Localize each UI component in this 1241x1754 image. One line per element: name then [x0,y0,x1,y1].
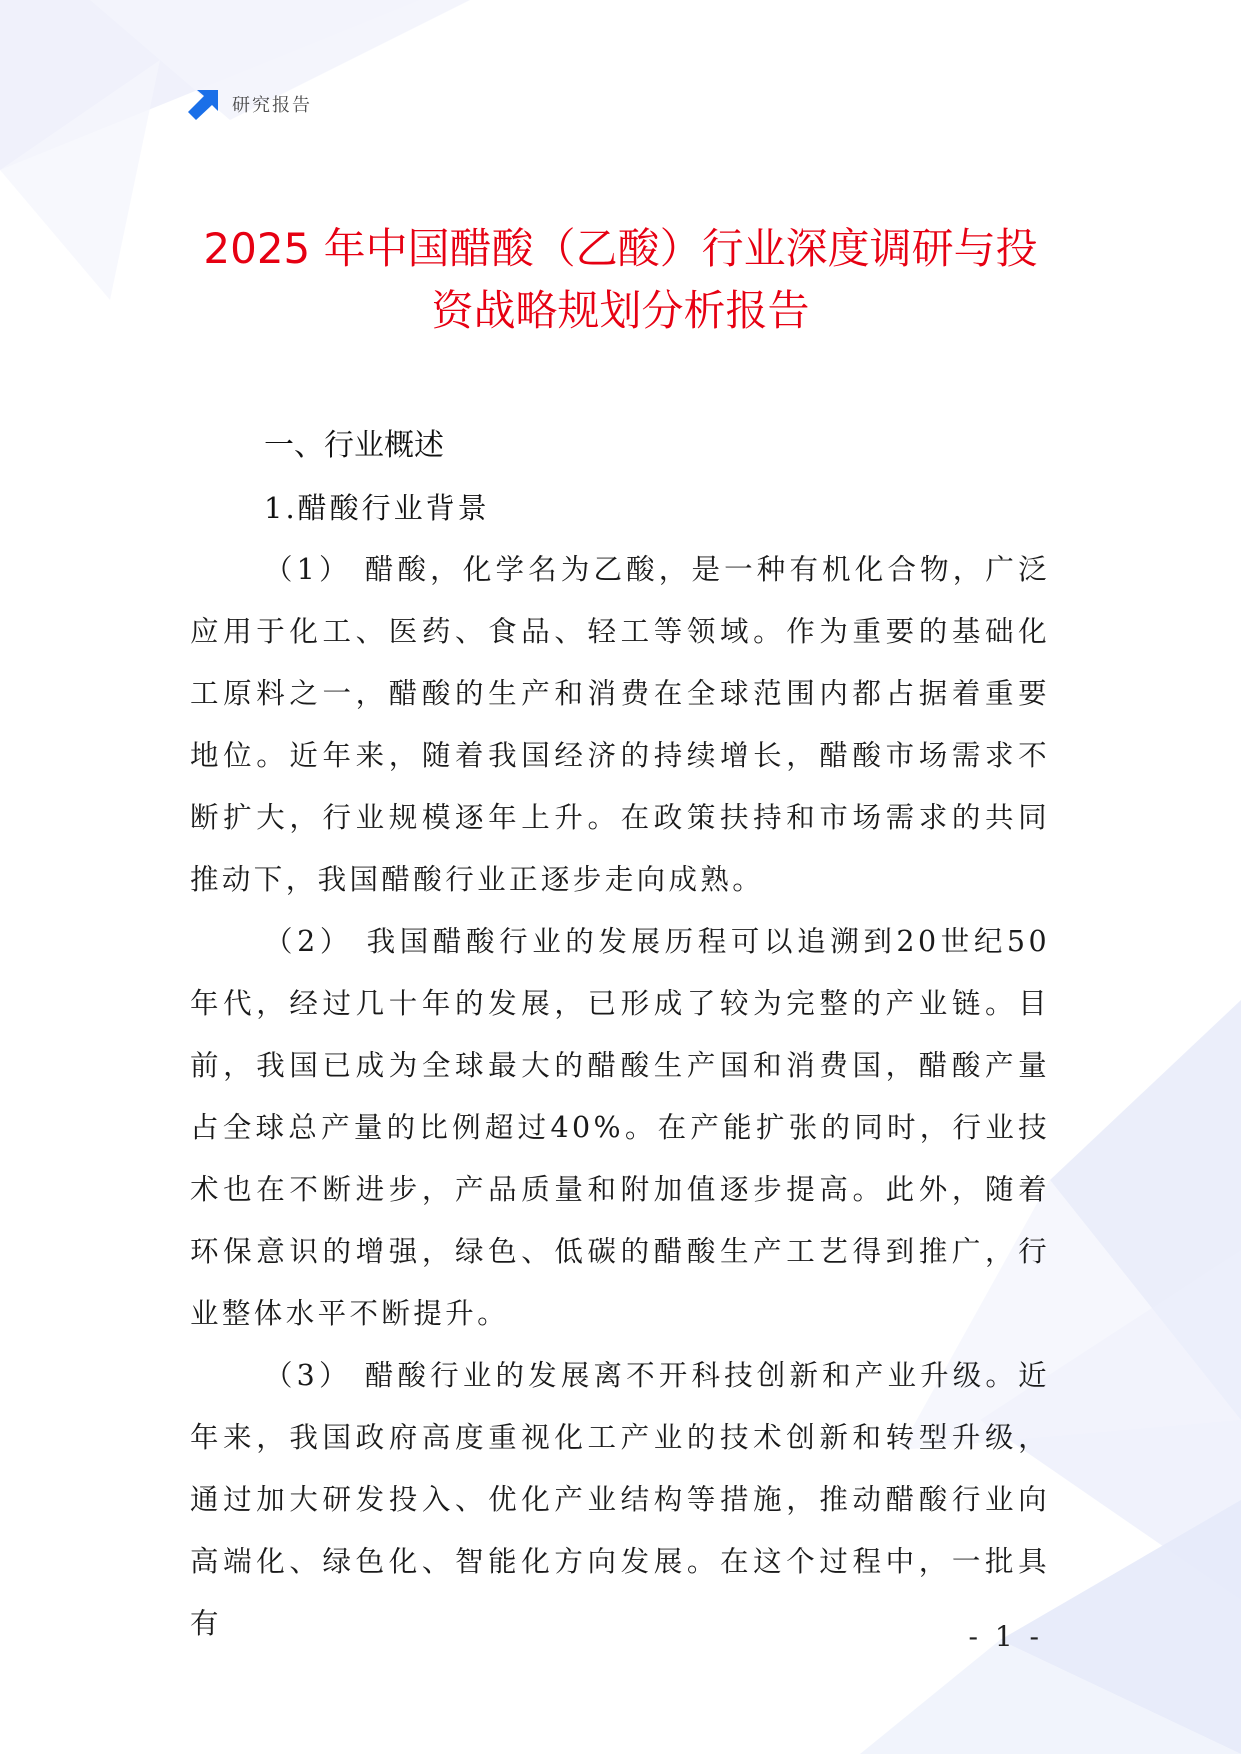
paragraph-1: （1） 醋酸，化学名为乙酸，是一种有机化合物，广泛应用于化工、医药、食品、轻工等领域。作为重要的基础化工原料之一，醋酸的生产和消费在全球范围内都占据着重要地位。近年来，随着我国经济的持续增长，醋酸市场需求不断扩大，行业规模逐年上升。在政策扶持和市场需求的共同推动下，我国醋酸行业正逐步走向成熟。 [190,553,1050,896]
arrow-up-right-icon [188,88,220,120]
paragraph-2: （2） 我国醋酸行业的发展历程可以追溯到20世纪50年代，经过几十年的发展，已形成了较为完整的产业链。目前，我国已成为全球最大的醋酸生产国和消费国，醋酸产量占全球总产量的比例超过40%。在产能扩张的同时，行业技术也在不断进步，产品质量和附加值逐步提高。此外，随着环保意识的增强，绿色、低碳的醋酸生产工艺得到推广，行业整体水平不断提升。 [190,925,1050,1330]
header-label: 研究报告 [232,95,312,116]
paragraph-3: （3） 醋酸行业的发展离不开科技创新和产业升级。近年来，我国政府高度重视化工产业的技术创新和转型升级，通过加大研发投入、优化产业结构等措施，推动醋酸行业向高端化、绿色化、智能化方向发展。在这个过程中，一批具有 [190,1359,1050,1640]
report-title [150,218,1091,342]
sub-heading: 1.醋酸行业背景 [264,491,490,525]
report-header [188,88,312,120]
report-body [190,415,1050,1655]
page-number: - 1 - [968,1620,1043,1653]
title-line-2: 资战略规划分析报告 [431,286,810,335]
title-line-1: 2025 年中国醋酸（乙酸）行业深度调研与投 [203,224,1038,273]
section-heading: 一、行业概述 [264,428,444,463]
